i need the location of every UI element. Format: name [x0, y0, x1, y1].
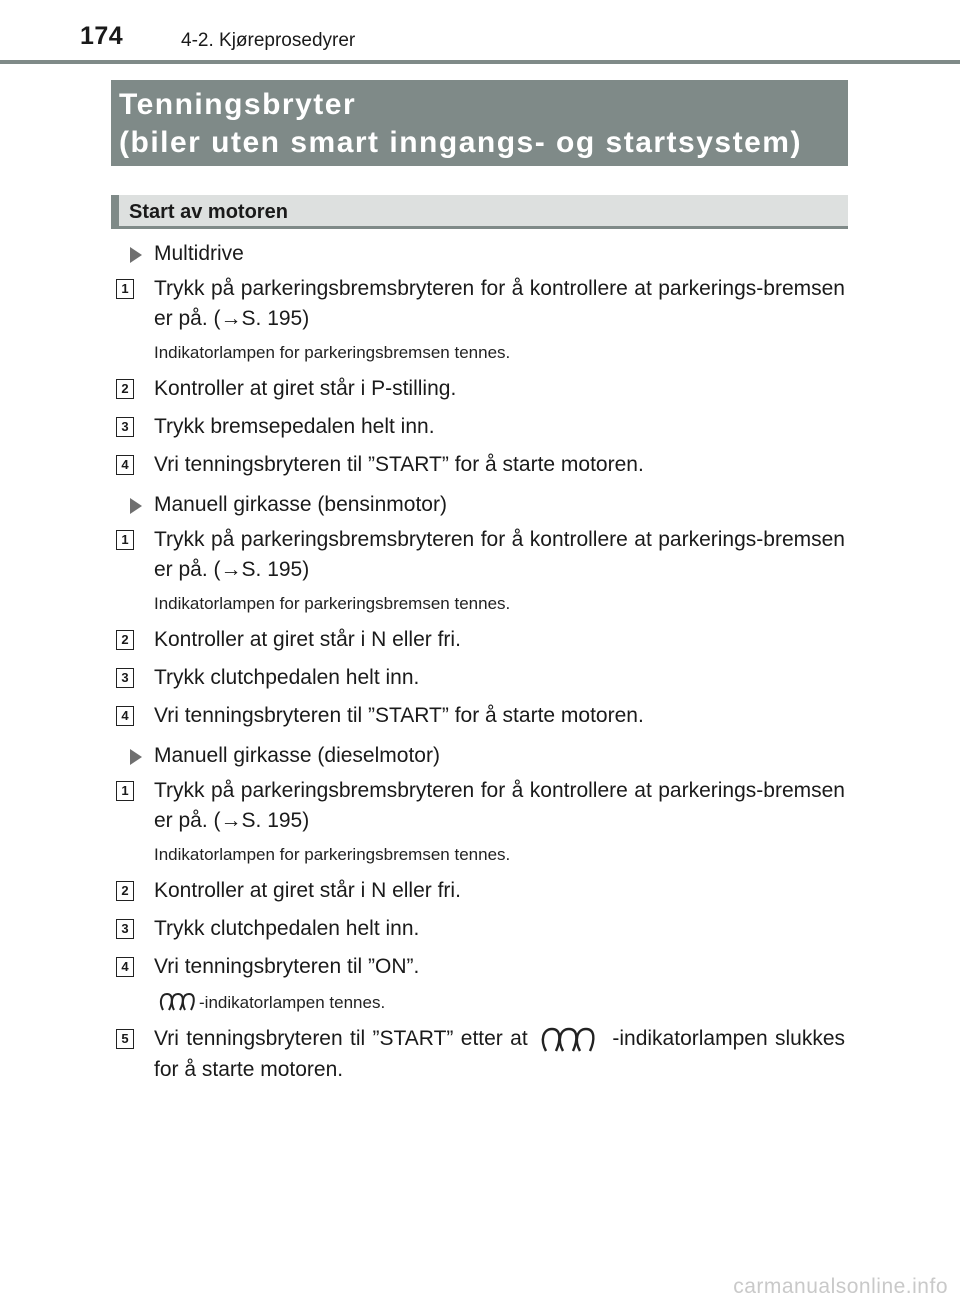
- variant-title: Multidrive: [154, 242, 244, 265]
- step: [115, 1024, 845, 1085]
- title-line-1: Tenningsbryter: [119, 88, 357, 121]
- step: [115, 625, 845, 655]
- step-note: [115, 990, 845, 1014]
- step-text: Trykk på parkeringsbremsbryteren for å kontrollere at parkerings-bremsen er på. (→S. 195): [154, 528, 845, 581]
- step-text: Vri tenningsbryteren til ”ON”.: [154, 955, 420, 978]
- step-number: 2: [116, 881, 134, 901]
- step-text: Vri tenningsbryteren til ”START” for å starte motoren.: [154, 453, 644, 476]
- step-note: Indikatorlampen for parkeringsbremsen tennes.: [154, 343, 511, 362]
- header-rule: [0, 60, 960, 64]
- step-number: 4: [116, 957, 134, 977]
- step-text: Trykk på parkeringsbremsbryteren for å kontrollere at parkerings-bremsen er på. (→S. 195): [154, 277, 845, 330]
- triangle-right-icon: [130, 498, 142, 514]
- step-note: Indikatorlampen for parkeringsbremsen tennes.: [154, 594, 511, 613]
- step: [115, 876, 845, 906]
- step: [115, 952, 845, 982]
- step: [115, 374, 845, 404]
- triangle-right-icon: [130, 749, 142, 765]
- content: [115, 237, 845, 1093]
- page-number: 174: [80, 22, 124, 50]
- step-text: Trykk bremsepedalen helt inn.: [154, 415, 435, 438]
- icon-note-text: -indikatorlampen tennes.: [199, 993, 386, 1012]
- step-text: Kontroller at giret står i N eller fri.: [154, 879, 461, 902]
- glow-plug-indicator-icon: [539, 1025, 601, 1055]
- step-text: Kontroller at giret står i N eller fri.: [154, 628, 461, 651]
- step-number: 2: [116, 379, 134, 399]
- step: [115, 274, 845, 334]
- step-text: Vri tenningsbryteren til ”START” for å starte motoren.: [154, 704, 644, 727]
- step: [115, 663, 845, 693]
- variant-heading: [115, 237, 845, 274]
- step-number: 1: [116, 530, 134, 550]
- step: [115, 525, 845, 585]
- variant-heading: [115, 739, 845, 776]
- step-number: 5: [116, 1029, 134, 1049]
- variant-title: Manuell girkasse (dieselmotor): [154, 744, 440, 767]
- step-number: 4: [116, 706, 134, 726]
- variant-heading: [115, 488, 845, 525]
- step: [115, 412, 845, 442]
- step: [115, 450, 845, 480]
- subheading: [111, 195, 848, 229]
- step-text: Kontroller at giret står i P-stilling.: [154, 377, 457, 400]
- step: [115, 914, 845, 944]
- step-text-before: Vri tenningsbryteren til ”START” etter at: [154, 1027, 528, 1050]
- step: [115, 701, 845, 731]
- page-title: [111, 80, 848, 166]
- step-text-after: -indikatorlampen slukkes for å starte motoren.: [154, 1027, 845, 1081]
- page-header: [0, 0, 960, 68]
- step-number: 3: [116, 919, 134, 939]
- step-text: Trykk clutchpedalen helt inn.: [154, 666, 420, 689]
- step-text: [154, 1024, 845, 1085]
- glow-plug-indicator-icon: [159, 990, 197, 1014]
- variant-title: Manuell girkasse (bensinmotor): [154, 493, 447, 516]
- step-text: Trykk clutchpedalen helt inn.: [154, 917, 420, 940]
- step-number: 4: [116, 455, 134, 475]
- step-number: 3: [116, 417, 134, 437]
- triangle-right-icon: [130, 247, 142, 263]
- step-number: 1: [116, 781, 134, 801]
- step-number: 2: [116, 630, 134, 650]
- step-number: 3: [116, 668, 134, 688]
- step-note: Indikatorlampen for parkeringsbremsen tennes.: [154, 845, 511, 864]
- step: [115, 776, 845, 836]
- title-line-2: (biler uten smart inngangs- og startsystem): [119, 126, 802, 159]
- watermark: carmanualsonline.info: [733, 1275, 948, 1298]
- step-text: Trykk på parkeringsbremsbryteren for å kontrollere at parkerings-bremsen er på. (→S. 195): [154, 779, 845, 832]
- step-number: 1: [116, 279, 134, 299]
- subheading-text: Start av motoren: [129, 201, 288, 223]
- section-label: 4-2. Kjøreprosedyrer: [181, 30, 356, 51]
